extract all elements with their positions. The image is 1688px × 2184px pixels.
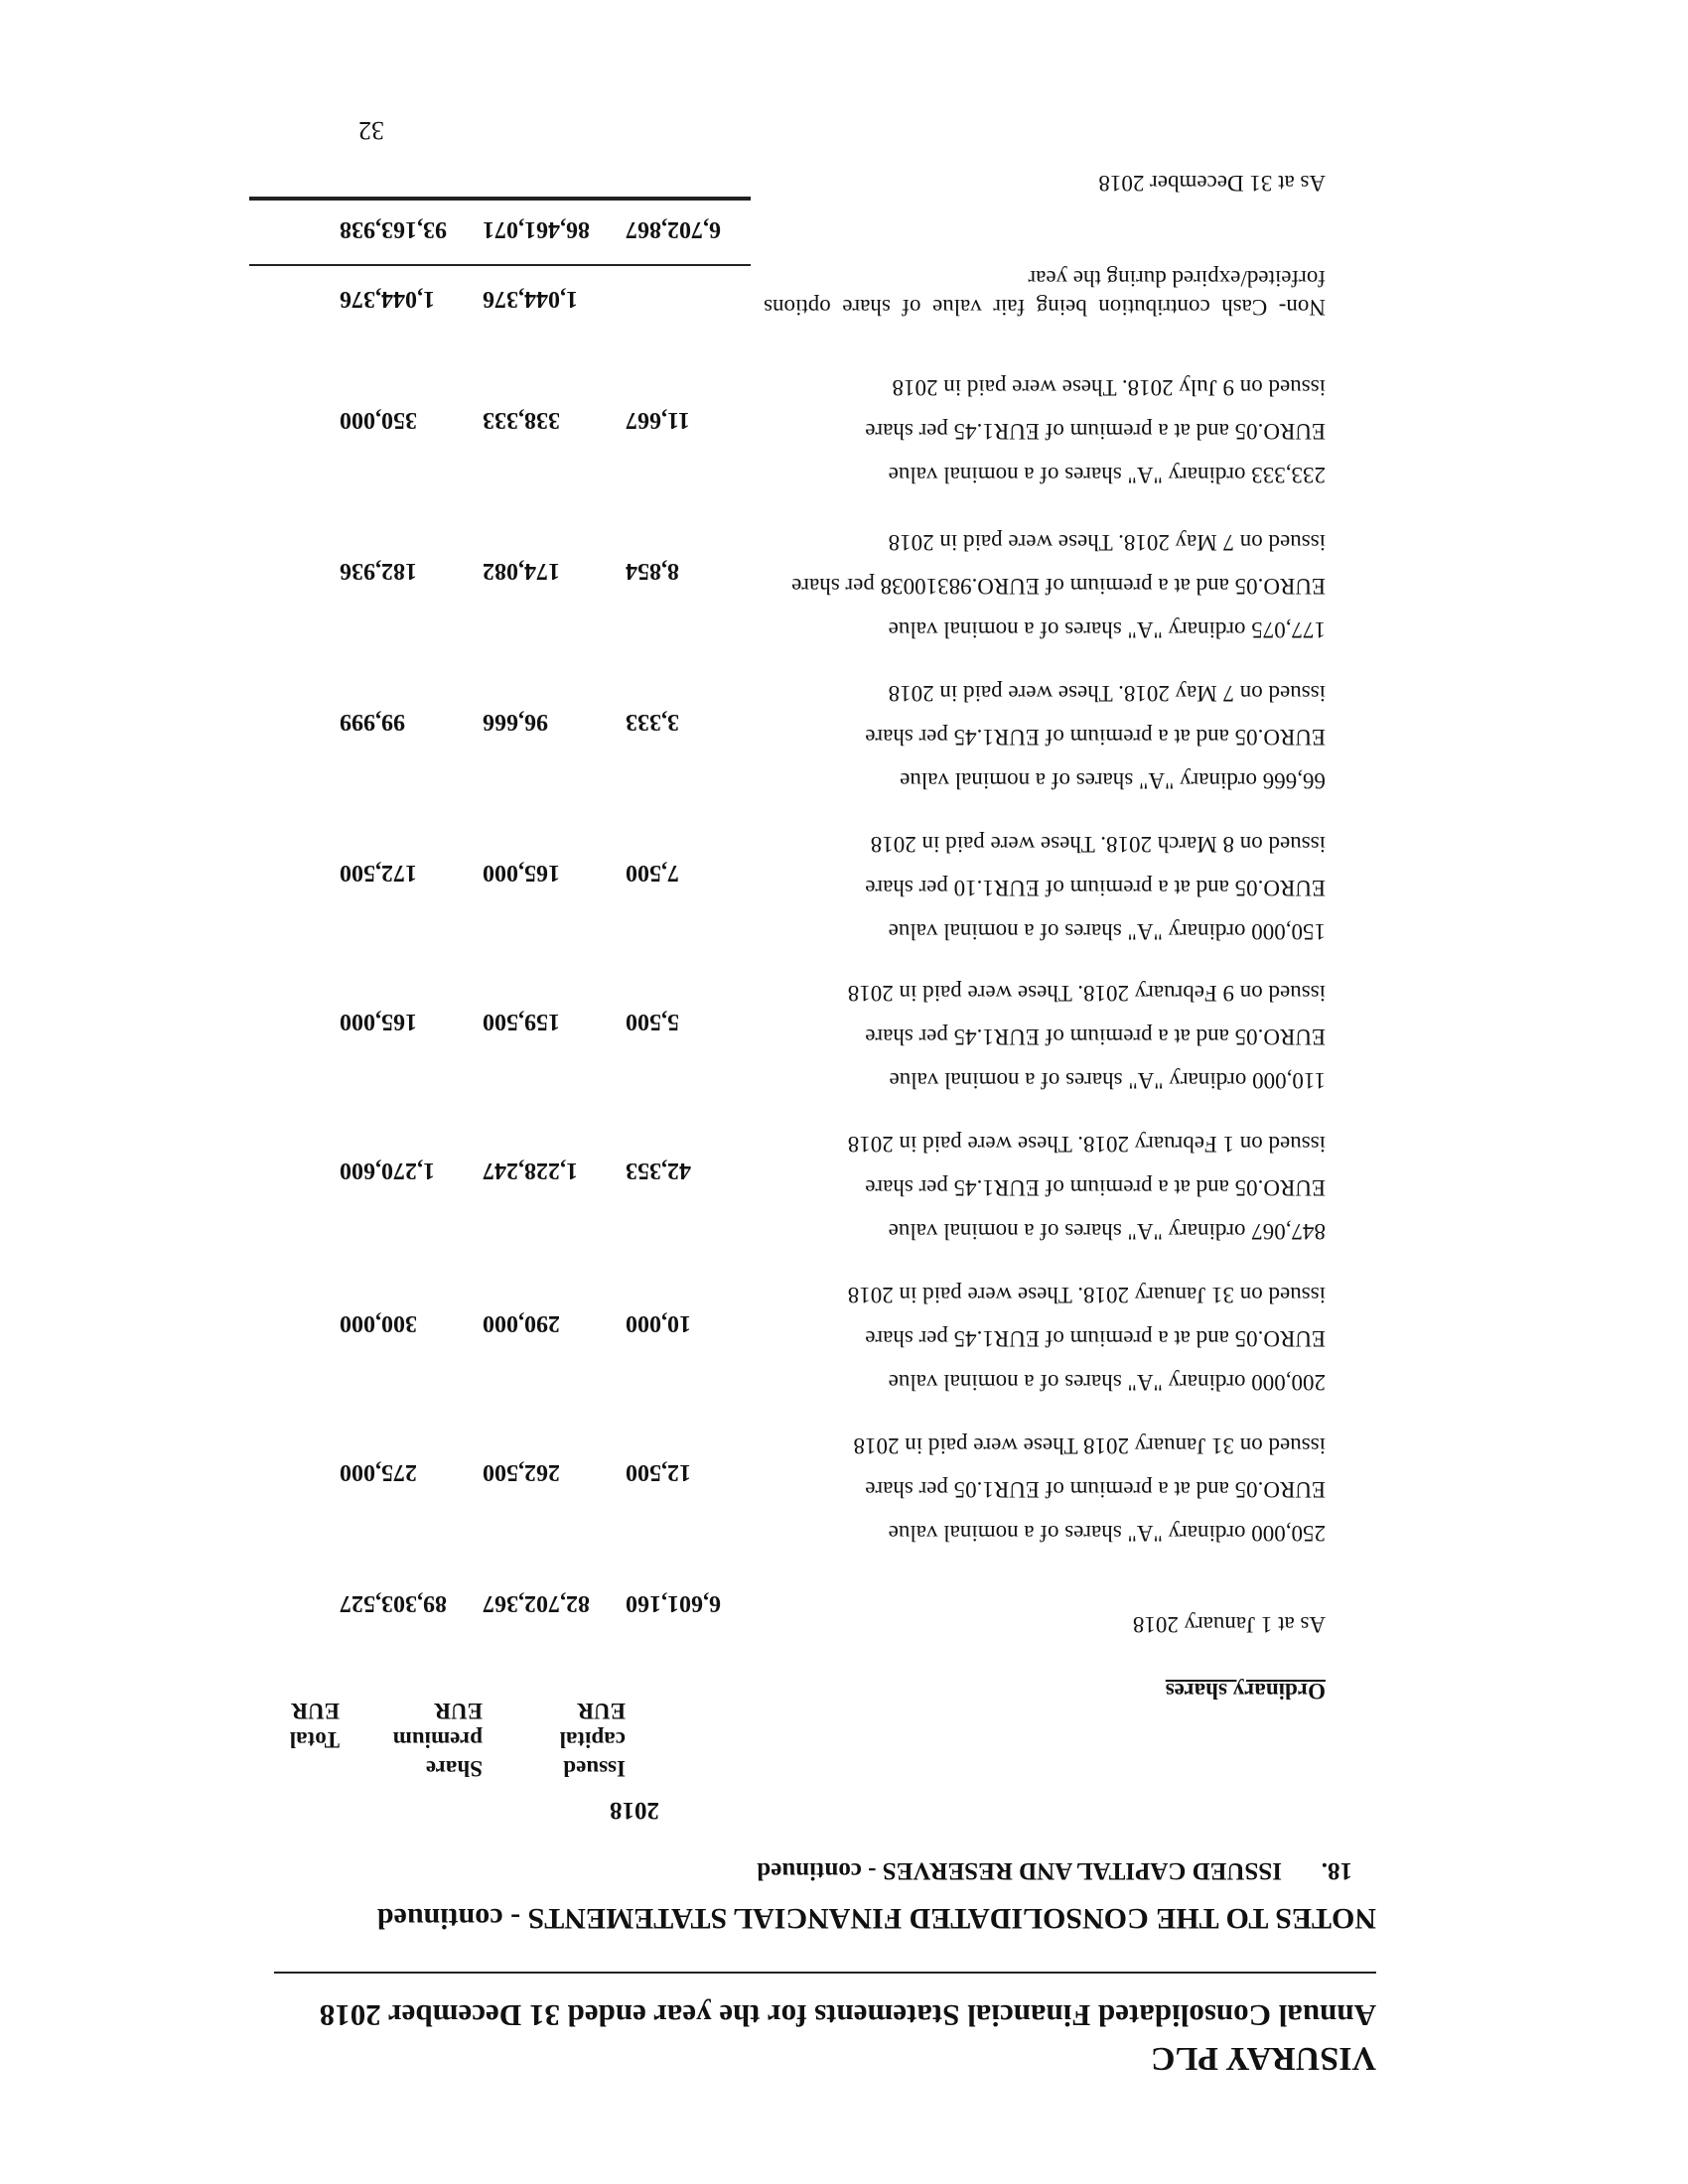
description-line: EURO.05 and at a premium of EUR1.45 per share (865, 1175, 1326, 1200)
share-issue-description (791, 520, 1326, 651)
issued-capital-value: 42,353 (626, 1158, 691, 1183)
issued-capital-value: 8,854 (626, 558, 679, 584)
total-value: 172,500 (340, 860, 417, 886)
non-cash-contribution-description (764, 264, 1326, 322)
closing-share-premium: 86,461,071 (483, 216, 590, 242)
description-line: issued on 31 January 2018. These were paid in 2018 (847, 1283, 1326, 1307)
description-line: issued on 7 May 2018. These were paid in 2018 (888, 681, 1326, 706)
share-premium-value: 96,666 (483, 709, 548, 735)
opening-total: 89,303,527 (340, 1590, 447, 1616)
description-line: EURO.05 and at a premium of EUR1.45 per share (865, 725, 1326, 750)
description-line: EURO.05 and at a premium of EUR1.05 per share (865, 1477, 1326, 1502)
share-issue-description (865, 365, 1326, 496)
share-premium-value: 174,082 (483, 558, 560, 584)
description-line: EURO.05 and at a premium of EUR1.45 per share (865, 1326, 1326, 1351)
description-line: issued on 8 March 2018. These were paid in 2018 (870, 832, 1326, 857)
description-line: EURO.05 and at a premium of EUR1.10 per share (865, 876, 1326, 900)
share-premium-value: 159,500 (483, 1009, 560, 1034)
description-line: EURO.05 and at a premium of EUR1.45 per share (865, 419, 1326, 444)
year-heading: 2018 (610, 1797, 659, 1824)
col-header-line: EUR (577, 1699, 626, 1723)
description-line: EURO.05 and at a premium of EURO.98310038 per share (791, 574, 1326, 599)
description-line: issued on 7 May 2018. These were paid in 2018 (888, 530, 1326, 555)
description-line: 250,000 ordinary "A" shares of a nominal value (888, 1521, 1326, 1546)
issued-capital-value: 3,333 (626, 709, 679, 735)
share-issue-description (854, 1424, 1326, 1555)
opening-balance-label: As at 1 January 2018 (1132, 1612, 1326, 1637)
share-premium-value: 1,044,376 (483, 286, 578, 312)
col-header-line: Issued (563, 1756, 626, 1781)
share-premium-value: 165,000 (483, 860, 560, 886)
page-number: 32 (358, 116, 384, 145)
col-header-total (290, 1697, 340, 1754)
opening-issued-capital: 6,601,160 (626, 1590, 721, 1616)
description-line: issued on 1 February 2018. These were paid in 2018 (847, 1132, 1326, 1157)
share-issue-description (848, 1273, 1326, 1404)
description-line: issued on 9 July 2018. These were paid in 2018 (892, 375, 1326, 400)
closing-balance-label: As at 31 December 2018 (1098, 171, 1326, 196)
total-value: 165,000 (340, 1009, 417, 1034)
description-line: 200,000 ordinary "A" shares of a nominal value (888, 1370, 1326, 1395)
description-line: 66,666 ordinary "A" shares of a nominal value (900, 768, 1326, 793)
share-premium-value: 1,228,247 (483, 1158, 578, 1183)
header-rule (274, 1972, 1376, 1974)
notes-title: NOTES TO THE CONSOLIDATED FINANCIAL STATEMENTS - continued (376, 1902, 1376, 1935)
section-number: 18. (1321, 1857, 1352, 1884)
issued-capital-value: 10,000 (626, 1310, 691, 1336)
share-premium-value: 338,333 (483, 407, 560, 433)
closing-issued-capital: 6,702,867 (626, 216, 721, 242)
share-issue-description (848, 1122, 1326, 1253)
total-value: 99,999 (340, 709, 405, 735)
description-line: 177,075 ordinary "A" shares of a nominal value (888, 617, 1326, 642)
description-line: 110,000 ordinary "A" shares of a nominal value (889, 1068, 1326, 1093)
col-header-line: premium (392, 1727, 483, 1752)
description-line: EURO.05 and at a premium of EUR1.45 per share (865, 1024, 1326, 1049)
total-value: 350,000 (340, 407, 417, 433)
section-title: ISSUED CAPITAL AND RESERVES - continued (757, 1857, 1282, 1884)
description-line: issued on 9 February 2018. These were paid in 2018 (847, 981, 1326, 1006)
report-subtitle: Annual Consolidated Financial Statements for the year ended 31 December 2018 (319, 1998, 1376, 2033)
total-value: 182,936 (340, 558, 417, 584)
description-line: forfeited/expired during the year (1028, 266, 1326, 291)
total-double-rule (249, 197, 751, 201)
col-header-line: Total (289, 1727, 340, 1752)
total-value: 300,000 (340, 1310, 417, 1336)
col-header-issued-capital (560, 1697, 626, 1783)
ordinary-shares-label: Ordinary shares (1165, 1679, 1326, 1704)
issued-capital-value: 5,500 (626, 1009, 679, 1034)
description-line: Non- Cash contribution being fair value of share options (764, 295, 1326, 320)
subtotal-rule (249, 264, 751, 266)
share-issue-description (865, 671, 1326, 802)
description-line: issued on 31 January 2018 These were paid in 2018 (853, 1433, 1326, 1458)
closing-total: 93,163,938 (340, 216, 447, 242)
col-header-line: EUR (291, 1699, 340, 1723)
share-issue-description (865, 822, 1326, 953)
company-name: VISURAY PLC (1150, 2040, 1376, 2077)
total-value: 1,044,376 (340, 286, 435, 312)
total-value: 1,270,600 (340, 1158, 435, 1183)
issued-capital-value: 7,500 (626, 860, 679, 886)
col-header-share-premium (393, 1697, 483, 1783)
col-header-line: Share (425, 1756, 483, 1781)
share-premium-value: 290,000 (483, 1310, 560, 1336)
total-value: 275,000 (340, 1459, 417, 1485)
description-line: 847,067 ordinary "A" shares of a nominal value (888, 1219, 1326, 1244)
description-line: 233,333 ordinary "A" shares of a nominal value (888, 463, 1326, 487)
col-header-line: EUR (434, 1699, 483, 1723)
col-header-line: capital (559, 1727, 626, 1752)
issued-capital-value: 12,500 (626, 1459, 691, 1485)
opening-share-premium: 82,702,367 (483, 1590, 590, 1616)
share-issue-description (848, 971, 1326, 1102)
description-line: 150,000 ordinary "A" shares of a nominal value (888, 919, 1326, 944)
issued-capital-value: 11,667 (626, 407, 690, 433)
share-premium-value: 262,500 (483, 1459, 560, 1485)
